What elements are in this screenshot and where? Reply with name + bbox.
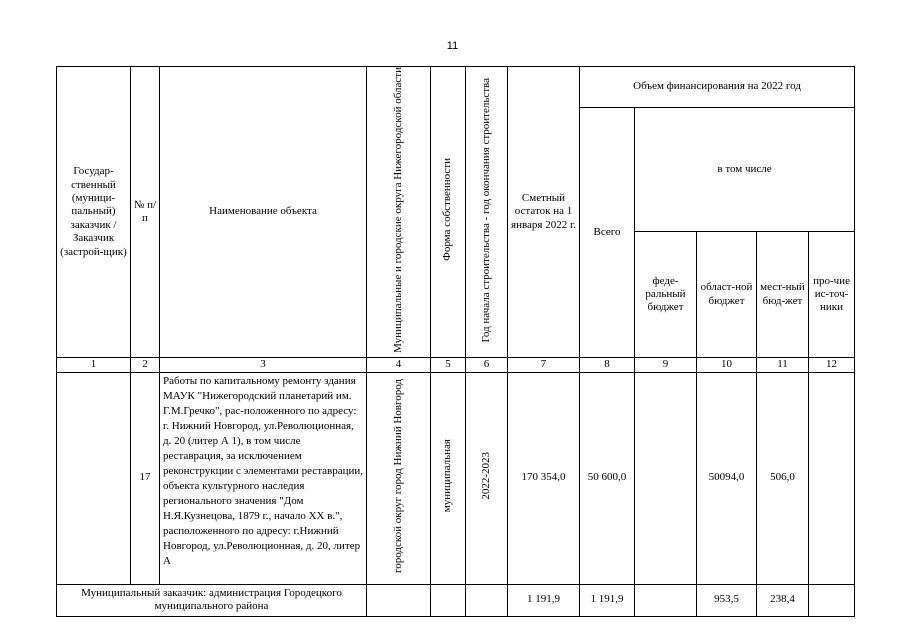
column-number: 2 [131, 358, 160, 372]
column-number: 10 [697, 358, 757, 372]
summary-row [57, 584, 855, 616]
summary-label: Муниципальный заказчик: администрация Городецкого муниципального района [57, 584, 367, 616]
header-object-name: Наименование объекта [160, 67, 367, 358]
summary-years [466, 584, 508, 616]
row-object-name: Работы по капитальному ремонту здания МАУК "Нижегородский планетарий им. Г.М.Гречко", рас-положенного по адресу: г. Нижний Новгород, ул.Революционная, д. 20 (литер А 1), в том числе реставрация, за исключением реконструкции с элементами реставрации, объекта культурного наследия регионального значения "Дом Н.Я.Кузнецова, 1879 г., начало XX в.", расположенного по адресу: г.Нижний Новгород, ул.Революционная, д. 20, литер А [160, 372, 367, 584]
column-number: 1 [57, 358, 131, 372]
column-number-row [57, 358, 855, 372]
column-number: 4 [367, 358, 431, 372]
summary-local: 238,4 [757, 584, 809, 616]
header-estimate: Сметный остаток на 1 января 2022 г. [508, 67, 580, 358]
header-ownership-text: Форма собственности [441, 158, 454, 262]
header-years [466, 67, 508, 358]
financing-table [56, 66, 855, 617]
column-number: 12 [809, 358, 855, 372]
header-other: про-чие ис-точ-ники [809, 232, 855, 358]
header-row-number: № п/п [131, 67, 160, 358]
header-ownership [431, 67, 466, 358]
header-including: в том числе [635, 108, 855, 232]
header-federal: феде-ральный бюджет [635, 232, 697, 358]
row-municipality [367, 372, 431, 584]
row-number: 17 [131, 372, 160, 584]
column-number: 5 [431, 358, 466, 372]
header-financing: Объем финансирования на 2022 год [580, 67, 855, 108]
summary-other [809, 584, 855, 616]
header-years-text: Год начала строительства - год окончания строительства [479, 77, 492, 343]
summary-federal [635, 584, 697, 616]
table-row [57, 372, 855, 584]
header-customer: Государ-ственный (муници-пальный) заказчик / Заказчик (застрой-щик) [57, 67, 131, 358]
row-customer [57, 372, 131, 584]
row-local: 506,0 [757, 372, 809, 584]
row-total: 50 600,0 [580, 372, 635, 584]
row-regional: 50094,0 [697, 372, 757, 584]
row-years [466, 372, 508, 584]
summary-total: 1 191,9 [580, 584, 635, 616]
column-number: 6 [466, 358, 508, 372]
row-municipality-text: городской округ город Нижний Новгород [391, 378, 404, 573]
row-estimate: 170 354,0 [508, 372, 580, 584]
row-ownership [431, 372, 466, 584]
row-federal [635, 372, 697, 584]
summary-regional: 953,5 [697, 584, 757, 616]
header-municipality-text: Муниципальные и городские округа Нижегородской области [391, 67, 404, 353]
summary-estimate: 1 191,9 [508, 584, 580, 616]
column-number: 11 [757, 358, 809, 372]
row-years-text: 2022-2023 [479, 452, 492, 500]
row-other [809, 372, 855, 584]
header-total: Всего [580, 108, 635, 358]
header-local: мест-ный бюд-жет [757, 232, 809, 358]
column-number: 3 [160, 358, 367, 372]
header-regional: област-ной бюджет [697, 232, 757, 358]
column-number: 7 [508, 358, 580, 372]
page-number: 11 [446, 40, 459, 52]
header-municipality [367, 67, 431, 358]
summary-municipality [367, 584, 431, 616]
column-number: 8 [580, 358, 635, 372]
column-number: 9 [635, 358, 697, 372]
summary-ownership [431, 584, 466, 616]
row-ownership-text: муниципальная [441, 439, 454, 513]
